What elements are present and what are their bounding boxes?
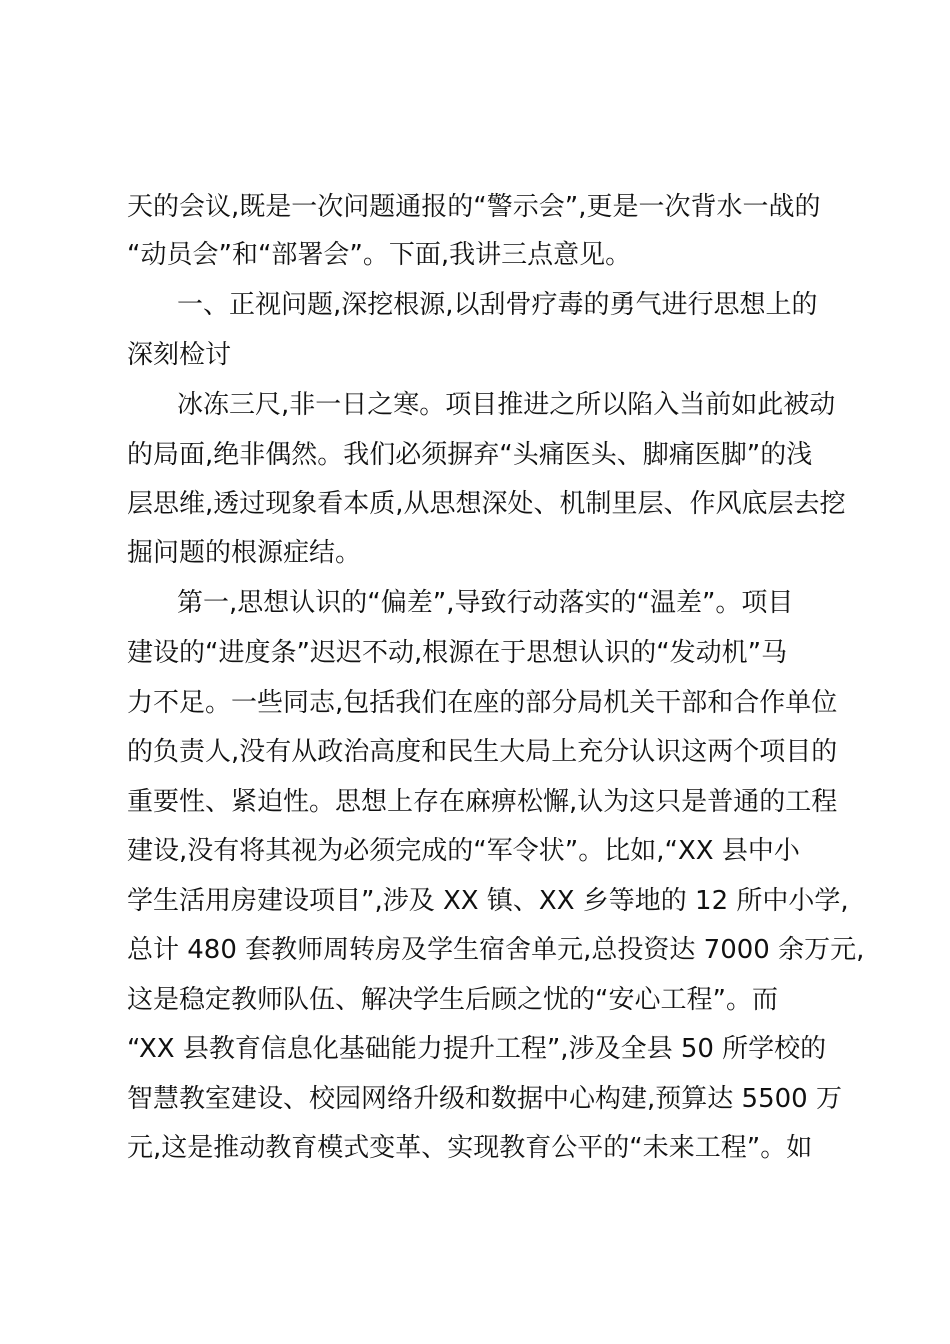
text-line: 的局面,绝非偶然。我们必须摒弃“头痛医头、脚痛医脚”的浅 <box>127 440 813 470</box>
text-line: 建设,没有将其视为必须完成的“军令状”。比如,“XX 县中小 <box>127 836 800 866</box>
text-line: 这是稳定教师队伍、解决学生后顾之忧的“安心工程”。而 <box>127 985 778 1015</box>
text-line: 智慧教室建设、校园网络升级和数据中心构建,预算达 5500 万 <box>127 1084 842 1114</box>
text-line: 学生活用房建设项目”,涉及 XX 镇、XX 乡等地的 12 所中小学, <box>127 886 849 916</box>
text-line: “XX 县教育信息化基础能力提升工程”,涉及全县 50 所学校的 <box>127 1034 827 1064</box>
text-line: 掘问题的根源症结。 <box>127 538 362 568</box>
text-line: 层思维,透过现象看本质,从思想深处、机制里层、作风底层去挖 <box>127 489 846 519</box>
text-line: 重要性、紧迫性。思想上存在麻痹松懈,认为这只是普通的工程 <box>127 787 838 817</box>
text-line: 第一,思想认识的“偏差”,导致行动落实的“温差”。项目 <box>177 588 794 618</box>
text-line: 冰冻三尺,非一日之寒。项目推进之所以陷入当前如此被动 <box>177 390 836 420</box>
text-line: 元,这是推动教育模式变革、实现教育公平的“未来工程”。如 <box>127 1133 813 1163</box>
text-line: “动员会”和“部署会”。下面,我讲三点意见。 <box>127 240 632 270</box>
text-line: 建设的“进度条”迟迟不动,根源在于思想认识的“发动机”马 <box>127 638 788 668</box>
section-heading: 深刻检讨 <box>127 340 232 370</box>
text-line: 总计 480 套教师周转房及学生宿舍单元,总投资达 7000 余万元, <box>127 935 865 965</box>
text-line: 天的会议,既是一次问题通报的“警示会”,更是一次背水一战的 <box>127 192 821 222</box>
text-line: 力不足。一些同志,包括我们在座的部分局机关干部和合作单位 <box>127 688 838 718</box>
section-heading: 一、正视问题,深挖根源,以刮骨疗毒的勇气进行思想上的 <box>177 290 818 320</box>
text-line: 的负责人,没有从政治高度和民生大局上充分认识这两个项目的 <box>127 737 838 767</box>
